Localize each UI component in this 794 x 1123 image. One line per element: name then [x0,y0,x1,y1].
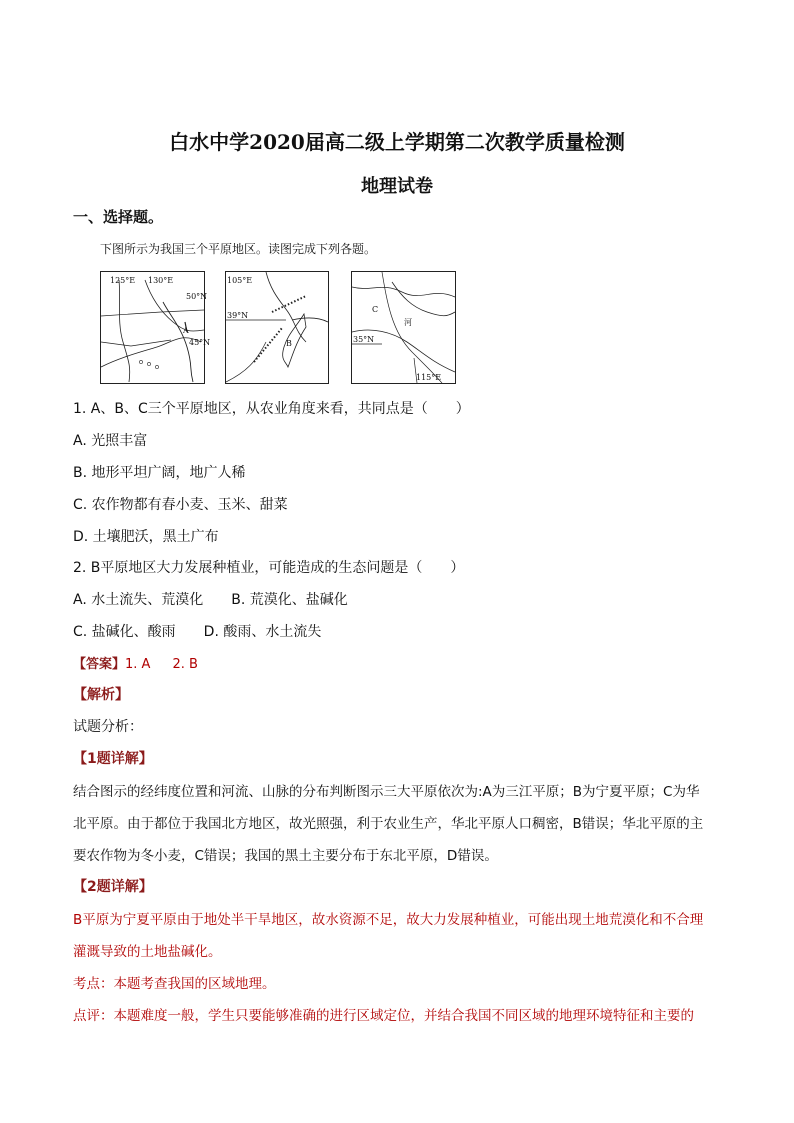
q1-detail-line2: 北平原。由于都位于我国北方地区，故光照强，利于农业生产，华北平原人口稠密，B错误；华北平原的主 [73,816,704,832]
map1-lat-top: 50°N [186,292,208,301]
q2-detail-line2: 灌溉导致的土地盐碱化。 [73,944,222,960]
answer-1: 1. A [125,657,151,672]
q1-stem: 1. A、B、C三个平原地区，从农业角度来看，共同点是（ ） [73,401,470,417]
page-subtitle: 地理试卷 [361,176,433,197]
map2-lat: 39°N [227,311,249,320]
q1-option-a: A. 光照丰富 [73,433,148,449]
q2-detail-line1: B平原为宁夏平原由于地处半干旱地区，故水资源不足，故大力发展种植业，可能出现土地荒漠化和不合理 [73,912,704,928]
map2-label: B [286,339,292,348]
q1-option-d: D. 土壤肥沃，黑土广布 [73,529,219,545]
answer-line [73,653,198,672]
map3-river: 河 [404,318,412,327]
map1-lon-b: 130°E [148,276,174,285]
map3-lon: 115°E [416,373,442,382]
map-ningxia-plain [225,271,329,384]
q2-options-cd: C. 盐碱化、酸雨 D. 酸雨、水土流失 [73,624,322,640]
figure-intro: 下图所示为我国三个平原地区。读图完成下列各题。 [100,242,377,256]
map-north-china-plain [351,271,456,384]
map2-lon: 105°E [227,276,253,285]
dianping: 点评：本题难度一般，学生只要能够准确的进行区域定位，并结合我国不同区域的地理环境特征和主要的 [73,1008,694,1024]
q1-detail-line3: 要农作物为冬小麦，C错误；我国的黑土主要分布于东北平原，D错误。 [73,848,498,864]
map-sanjiang-plain [100,271,211,384]
section-heading: 一、选择题。 [73,208,164,226]
map1-lat-bottom: 45°N [189,338,211,347]
q2-options-ab: A. 水土流失、荒漠化 B. 荒漠化、盐碱化 [73,592,348,608]
q1-detail-label: 【1题详解】 [73,751,153,767]
map1-lon-a: 125°E [110,276,136,285]
map3-lat: 35°N [353,335,375,344]
map1-label: A [183,326,189,335]
answer-2: 2. B [172,657,198,672]
page-title: 白水中学2020届高二级上学期第二次教学质量检测 [169,130,625,154]
q2-detail-label: 【2题详解】 [73,879,153,895]
analysis-intro: 试题分析： [73,719,143,735]
kaodian: 考点：本题考查我国的区域地理。 [73,976,276,992]
analysis-label: 【解析】 [73,687,129,703]
answer-label: 【答案】 [73,657,126,672]
q1-option-b: B. 地形平坦广阔，地广人稀 [73,465,246,481]
q2-stem: 2. B平原地区大力发展种植业，可能造成的生态问题是（ ） [73,560,465,576]
map3-label: C [372,305,379,314]
q1-detail-line1: 结合图示的经纬度位置和河流、山脉的分布判断图示三大平原依次为:A为三江平原；B为宁夏平原；C为华 [73,784,700,800]
q1-option-c: C. 农作物都有春小麦、玉米、甜菜 [73,497,288,513]
